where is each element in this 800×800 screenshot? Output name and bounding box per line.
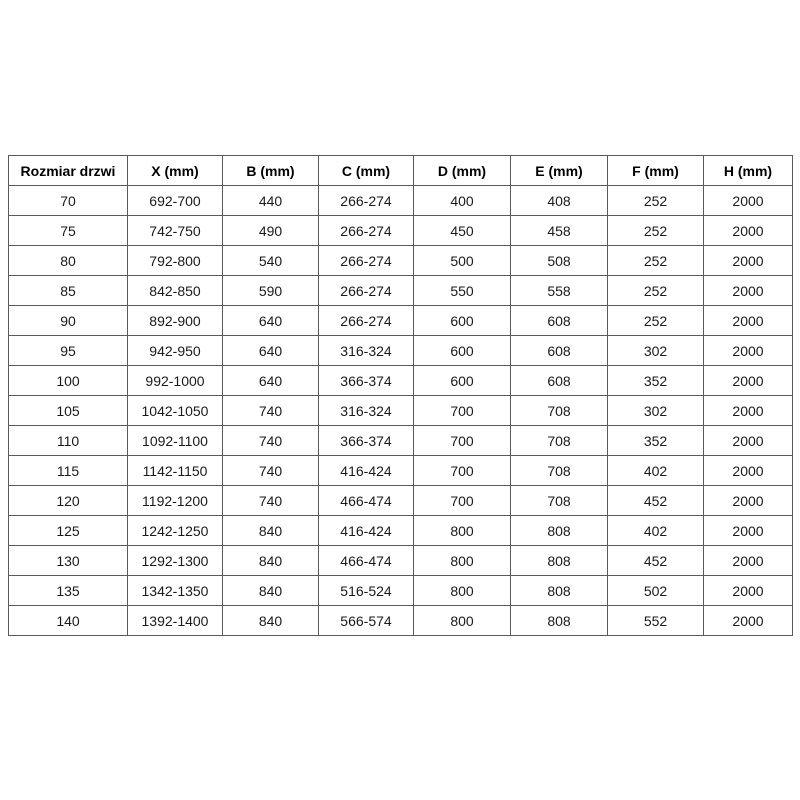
table-cell: 742-750: [128, 216, 223, 246]
table-cell: 800: [414, 576, 511, 606]
table-cell: 266-274: [319, 186, 414, 216]
table-row: [9, 216, 793, 246]
table-row: [9, 336, 793, 366]
table-cell: 440: [223, 186, 319, 216]
table-cell: 105: [9, 396, 128, 426]
table-cell: 252: [608, 216, 704, 246]
table-cell: 466-474: [319, 546, 414, 576]
table-cell: 700: [414, 486, 511, 516]
table-cell: 700: [414, 396, 511, 426]
table-cell: 1142-1150: [128, 456, 223, 486]
table-cell: 140: [9, 606, 128, 636]
table-cell: 352: [608, 366, 704, 396]
table-cell: 266-274: [319, 276, 414, 306]
table-cell: 1392-1400: [128, 606, 223, 636]
table-cell: 800: [414, 606, 511, 636]
table-cell: 840: [223, 546, 319, 576]
table-cell: 700: [414, 426, 511, 456]
table-cell: 100: [9, 366, 128, 396]
table-row: [9, 276, 793, 306]
table-cell: 1092-1100: [128, 426, 223, 456]
column-header: D (mm): [414, 156, 511, 186]
table-cell: 266-274: [319, 306, 414, 336]
table-row: [9, 486, 793, 516]
table-cell: 452: [608, 546, 704, 576]
table-cell: 608: [511, 336, 608, 366]
table-cell: 2000: [704, 546, 793, 576]
table-cell: 600: [414, 366, 511, 396]
table-cell: 452: [608, 486, 704, 516]
table-cell: 2000: [704, 396, 793, 426]
column-header: H (mm): [704, 156, 793, 186]
table-cell: 120: [9, 486, 128, 516]
table-cell: 708: [511, 426, 608, 456]
table-row: [9, 186, 793, 216]
table-row: [9, 366, 793, 396]
table-cell: 708: [511, 486, 608, 516]
table-cell: 2000: [704, 456, 793, 486]
table-cell: 590: [223, 276, 319, 306]
table-cell: 135: [9, 576, 128, 606]
table-cell: 502: [608, 576, 704, 606]
table-cell: 740: [223, 396, 319, 426]
table-cell: 552: [608, 606, 704, 636]
table-cell: 800: [414, 516, 511, 546]
table-cell: 808: [511, 576, 608, 606]
table-cell: 316-324: [319, 396, 414, 426]
table-cell: 85: [9, 276, 128, 306]
table-cell: 2000: [704, 426, 793, 456]
table-cell: 800: [414, 546, 511, 576]
table-cell: 692-700: [128, 186, 223, 216]
table-row: [9, 516, 793, 546]
table-cell: 266-274: [319, 246, 414, 276]
table-cell: 125: [9, 516, 128, 546]
table-cell: 2000: [704, 516, 793, 546]
table-cell: 600: [414, 306, 511, 336]
table-cell: 115: [9, 456, 128, 486]
table-row: [9, 606, 793, 636]
table-cell: 808: [511, 516, 608, 546]
table-cell: 566-574: [319, 606, 414, 636]
table-cell: 110: [9, 426, 128, 456]
table-cell: 490: [223, 216, 319, 246]
table-cell: 840: [223, 606, 319, 636]
table-cell: 2000: [704, 486, 793, 516]
table-cell: 252: [608, 276, 704, 306]
table-cell: 2000: [704, 336, 793, 366]
table-cell: 1292-1300: [128, 546, 223, 576]
table-cell: 840: [223, 576, 319, 606]
table-cell: 450: [414, 216, 511, 246]
table-cell: 2000: [704, 186, 793, 216]
table-cell: 416-424: [319, 516, 414, 546]
door-size-table: [8, 155, 793, 636]
table-cell: 2000: [704, 246, 793, 276]
table-cell: 95: [9, 336, 128, 366]
table-cell: 75: [9, 216, 128, 246]
table-cell: 302: [608, 396, 704, 426]
table-body: [9, 186, 793, 636]
table-cell: 1242-1250: [128, 516, 223, 546]
table-cell: 316-324: [319, 336, 414, 366]
table-row: [9, 426, 793, 456]
table-cell: 1342-1350: [128, 576, 223, 606]
table-cell: 416-424: [319, 456, 414, 486]
table-cell: 708: [511, 456, 608, 486]
table-cell: 558: [511, 276, 608, 306]
table-cell: 640: [223, 306, 319, 336]
table-cell: 402: [608, 456, 704, 486]
column-header: E (mm): [511, 156, 608, 186]
table-cell: 500: [414, 246, 511, 276]
table-cell: 408: [511, 186, 608, 216]
column-header: C (mm): [319, 156, 414, 186]
table-row: [9, 246, 793, 276]
column-header: Rozmiar drzwi: [9, 156, 128, 186]
table-cell: 516-524: [319, 576, 414, 606]
table-cell: 700: [414, 456, 511, 486]
column-header: F (mm): [608, 156, 704, 186]
table-cell: 640: [223, 336, 319, 366]
table-cell: 892-900: [128, 306, 223, 336]
table-cell: 80: [9, 246, 128, 276]
table-cell: 252: [608, 306, 704, 336]
table-cell: 550: [414, 276, 511, 306]
table-cell: 352: [608, 426, 704, 456]
table-row: [9, 576, 793, 606]
column-header: B (mm): [223, 156, 319, 186]
table-cell: 1042-1050: [128, 396, 223, 426]
table-row: [9, 396, 793, 426]
door-size-table-container: [8, 155, 792, 636]
table-cell: 466-474: [319, 486, 414, 516]
table-cell: 252: [608, 186, 704, 216]
table-cell: 640: [223, 366, 319, 396]
table-cell: 130: [9, 546, 128, 576]
table-cell: 70: [9, 186, 128, 216]
table-row: [9, 306, 793, 336]
table-cell: 458: [511, 216, 608, 246]
table-cell: 942-950: [128, 336, 223, 366]
table-cell: 366-374: [319, 426, 414, 456]
table-cell: 792-800: [128, 246, 223, 276]
table-cell: 400: [414, 186, 511, 216]
table-cell: 2000: [704, 576, 793, 606]
table-cell: 840: [223, 516, 319, 546]
table-cell: 808: [511, 546, 608, 576]
table-cell: 302: [608, 336, 704, 366]
table-row: [9, 456, 793, 486]
table-cell: 2000: [704, 276, 793, 306]
table-header: [9, 156, 793, 186]
table-cell: 2000: [704, 306, 793, 336]
table-cell: 508: [511, 246, 608, 276]
table-cell: 366-374: [319, 366, 414, 396]
table-cell: 540: [223, 246, 319, 276]
table-cell: 842-850: [128, 276, 223, 306]
table-cell: 608: [511, 366, 608, 396]
table-cell: 992-1000: [128, 366, 223, 396]
table-cell: 740: [223, 486, 319, 516]
table-cell: 1192-1200: [128, 486, 223, 516]
table-cell: 740: [223, 426, 319, 456]
table-cell: 2000: [704, 366, 793, 396]
table-cell: 708: [511, 396, 608, 426]
table-cell: 600: [414, 336, 511, 366]
table-row: [9, 546, 793, 576]
table-cell: 2000: [704, 606, 793, 636]
table-cell: 402: [608, 516, 704, 546]
table-cell: 90: [9, 306, 128, 336]
table-cell: 2000: [704, 216, 793, 246]
table-cell: 808: [511, 606, 608, 636]
table-cell: 266-274: [319, 216, 414, 246]
table-header-row: [9, 156, 793, 186]
column-header: X (mm): [128, 156, 223, 186]
table-cell: 252: [608, 246, 704, 276]
table-cell: 740: [223, 456, 319, 486]
table-cell: 608: [511, 306, 608, 336]
